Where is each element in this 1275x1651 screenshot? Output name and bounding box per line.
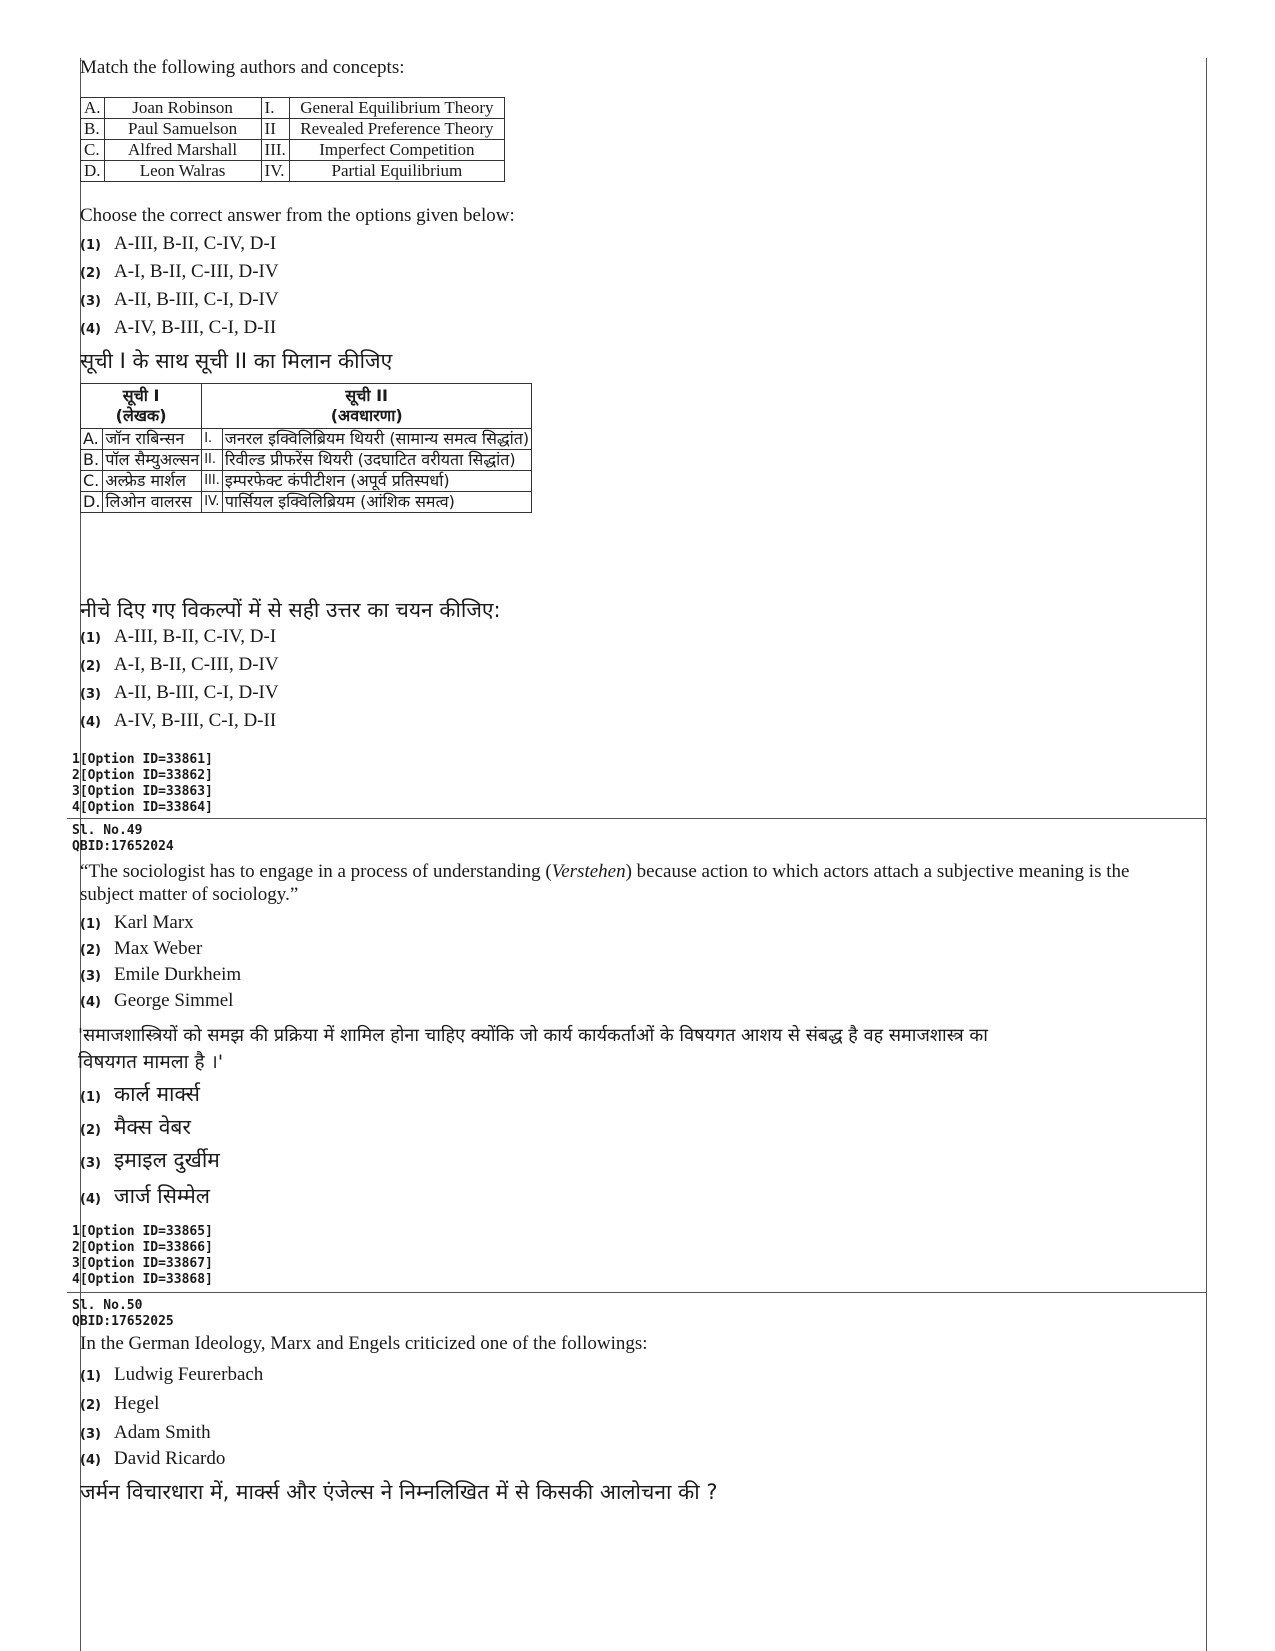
list-item: (4) जार्ज सिम्मेल [80, 1184, 210, 1208]
q48-option-ids: 1[Option ID=33861] 2[Option ID=33862] 3[Option ID=33863] 4[Option ID=33864] [72, 752, 213, 815]
list-item: (1) Karl Marx [80, 912, 194, 933]
q49-option-ids: 1[Option ID=33865] 2[Option ID=33866] 3[Option ID=33867] 4[Option ID=33868] [72, 1224, 213, 1287]
q48-match-table-en [80, 97, 505, 182]
list-item: (2) Max Weber [80, 938, 203, 959]
list-item: (4) George Simmel [80, 990, 234, 1011]
q50-question-en: In the German Ideology, Marx and Engels criticized one of the followings: [80, 1333, 648, 1354]
table-row: D. Leon Walras IV. Partial Equilibrium [81, 161, 505, 182]
list-item: (3) Adam Smith [80, 1422, 211, 1443]
q50-question-hi: जर्मन विचारधारा में, मार्क्स और एंजेल्स ने निम्नलिखित में से किसकी आलोचना की ? [80, 1480, 718, 1504]
q50-header [72, 1298, 174, 1330]
list-item: (2) मैक्स वेबर [80, 1115, 192, 1139]
q50-serial-number: Sl. No.50 [72, 1298, 143, 1313]
list-item: (3) Emile Durkheim [80, 964, 242, 985]
table-row: C. Alfred Marshall III. Imperfect Competition [81, 140, 505, 161]
q48-match-table-hi [80, 383, 532, 513]
table-row: A. Joan Robinson I. General Equilibrium Theory [81, 98, 505, 119]
q48-intro-hi: सूची I के साथ सूची II का मिलान कीजिए [80, 349, 393, 373]
q49-header [72, 823, 174, 855]
list-item: (2) A-I, B-II, C-III, D-IV [80, 654, 279, 675]
table-row: D. लिओन वालरस IV. पार्सियल इक्विलिब्रियम (आंशिक समत्व) [81, 492, 532, 513]
q49-qbid: QBID:17652024 [72, 839, 174, 854]
list-item: (1) Ludwig Feurerbach [80, 1364, 264, 1385]
list-item: (4) A-IV, B-III, C-I, D-II [80, 710, 277, 731]
q49-serial-number: Sl. No.49 [72, 823, 143, 838]
table-row: C. अल्फ्रेड मार्शल III. इम्परफेक्ट कंपीटीशन (अपूर्व प्रतिस्पर्धा) [81, 471, 532, 492]
list-item: (1) A-III, B-II, C-IV, D-I [80, 233, 277, 254]
q48-choose-hi: नीचे दिए गए विकल्पों में से सही उत्तर का चयन कीजिए: [80, 598, 501, 622]
q48-choose-en: Choose the correct answer from the options given below: [80, 205, 515, 226]
question-divider [67, 818, 1207, 819]
list-item: (3) इमाइल दुर्खीम [80, 1148, 220, 1172]
page-right-border [1206, 58, 1207, 1651]
table-row: B. पॉल सैम्युअल्सन II. रिवील्ड प्रीफरेंस थियरी (उदघाटित वरीयता सिद्धांत) [81, 450, 532, 471]
q50-qbid: QBID:17652025 [72, 1314, 174, 1329]
table-row: B. Paul Samuelson II Revealed Preference Theory [81, 119, 505, 140]
table-header-row: सूची I (लेखक) सूची II (अवधारणा) [81, 384, 532, 429]
list-item: (3) A-II, B-III, C-I, D-IV [80, 682, 279, 703]
list-item: (4) David Ricardo [80, 1448, 226, 1469]
q49-question-en: “The sociologist has to engage in a process of understanding (Verstehen) because action to which actors attach a subjective meaning is the subject matter of sociology.” [80, 861, 1130, 905]
list-item: (1) कार्ल मार्क्स [80, 1082, 200, 1106]
list-item: (3) A-II, B-III, C-I, D-IV [80, 289, 279, 310]
q49-question-hi: 'समाजशास्त्रियों को समझ की प्रक्रिया में शामिल होना चाहिए क्योंकि जो कार्य कार्यकर्ताओं के विषयगत आशय से संबद्ध है वह समाजशास्त्र का विषयगत मामला है ।' [78, 1025, 988, 1073]
question-divider [67, 1292, 1207, 1293]
table-row: A. जॉन राबिन्सन I. जनरल इक्विलिब्रियम थियरी (सामान्य समत्व सिद्धांत) [81, 429, 532, 450]
list-item: (2) A-I, B-II, C-III, D-IV [80, 261, 279, 282]
list-item: (4) A-IV, B-III, C-I, D-II [80, 317, 277, 338]
list-item: (1) A-III, B-II, C-IV, D-I [80, 626, 277, 647]
list-item: (2) Hegel [80, 1393, 160, 1414]
q48-intro-en: Match the following authors and concepts: [80, 57, 405, 78]
